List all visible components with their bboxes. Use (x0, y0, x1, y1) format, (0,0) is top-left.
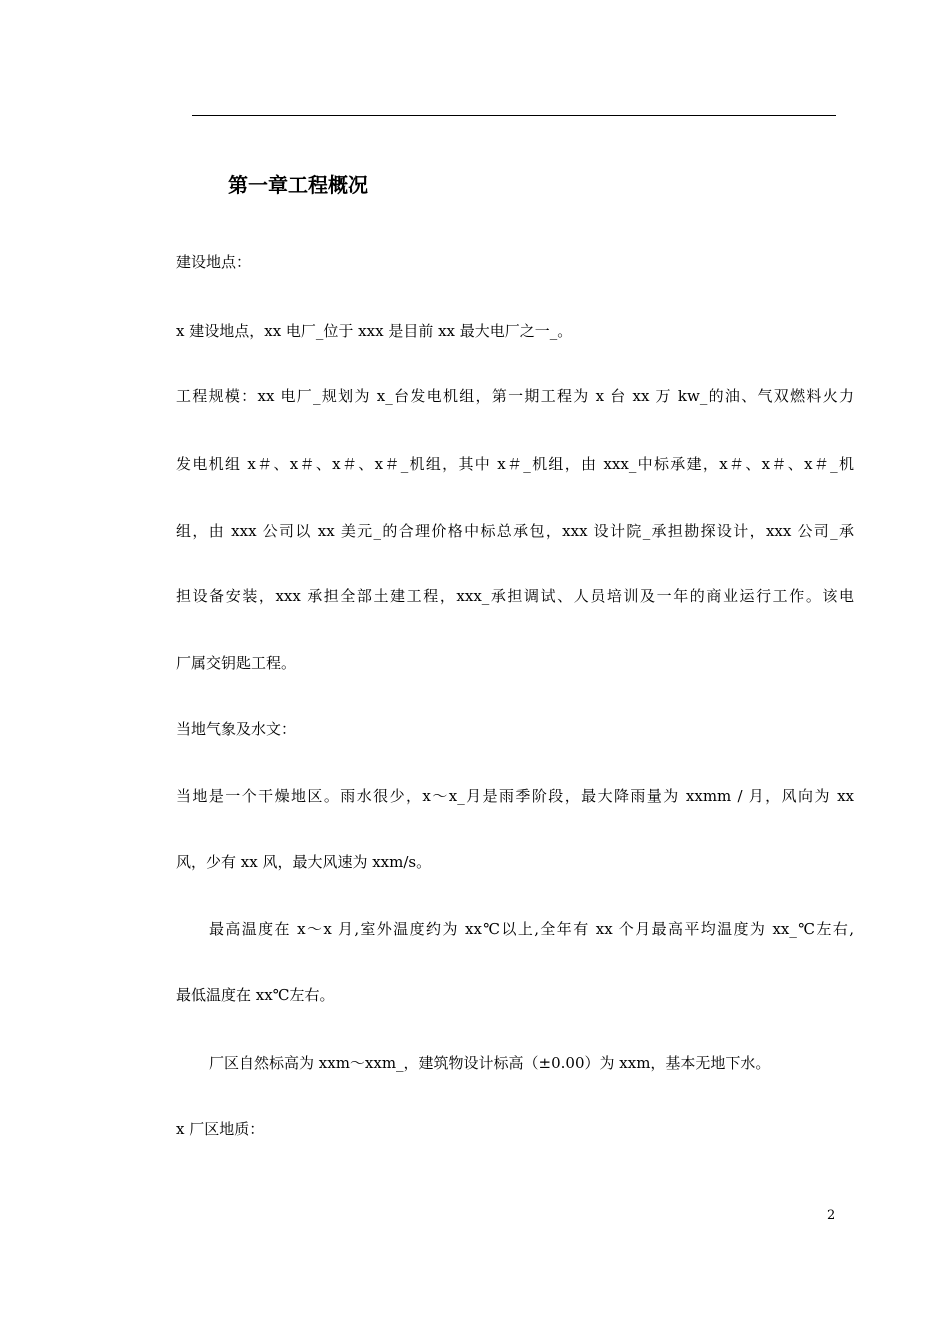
heading-site-geology: x 厂区地质： (176, 1120, 265, 1138)
heading-weather-hydrology: 当地气象及水文： (176, 720, 297, 738)
paragraph-temperature-line-1: 最高温度在 x～x 月,室外温度约为 xx℃以上,全年有 xx 个月最高平均温度为 xx_℃左右, (209, 920, 854, 938)
paragraph-scale-line-2: 发电机组 x＃、x＃、x＃、x＃_机组，其中 x＃_机组，由 xxx_中标承建，x＃、x＃、x＃_机 (176, 455, 854, 473)
paragraph-scale-line-5: 厂属交钥匙工程。 (176, 654, 297, 672)
paragraph-scale-line-1: 工程规模：xx 电厂_规划为 x_台发电机组，第一期工程为 x 台 xx 万 kw_的油、气双燃料火力 (176, 387, 854, 405)
paragraph-site-description: x 建设地点，xx 电厂_位于 xxx 是目前 xx 最大电厂之一_。 (176, 322, 573, 340)
page-number: 2 (827, 1208, 836, 1223)
paragraph-elevation: 厂区自然标高为 xxm～xxm_，建筑物设计标高（±0.00）为 xxm，基本无地下水。 (209, 1054, 771, 1072)
paragraph-weather-line-2: 风，少有 xx 风，最大风速为 xxm/s。 (176, 853, 432, 871)
paragraph-weather-line-1: 当地是一个干燥地区。雨水很少，x～x_月是雨季阶段，最大降雨量为 xxmm / 月，风向为 xx (176, 787, 854, 805)
paragraph-temperature-line-2: 最低温度在 xx℃左右。 (176, 986, 335, 1004)
paragraph-scale-line-4: 担设备安装，xxx 承担全部土建工程，xxx_承担调试、人员培训及一年的商业运行工作。该电 (176, 587, 854, 605)
paragraph-scale-line-3: 组，由 xxx 公司以 xx 美元_的合理价格中标总承包，xxx 设计院_承担勘探设计，xxx 公司_承 (176, 522, 854, 540)
header-rule (192, 115, 836, 116)
chapter-title: 第一章工程概况 (228, 173, 368, 197)
heading-construction-site: 建设地点： (176, 253, 252, 271)
